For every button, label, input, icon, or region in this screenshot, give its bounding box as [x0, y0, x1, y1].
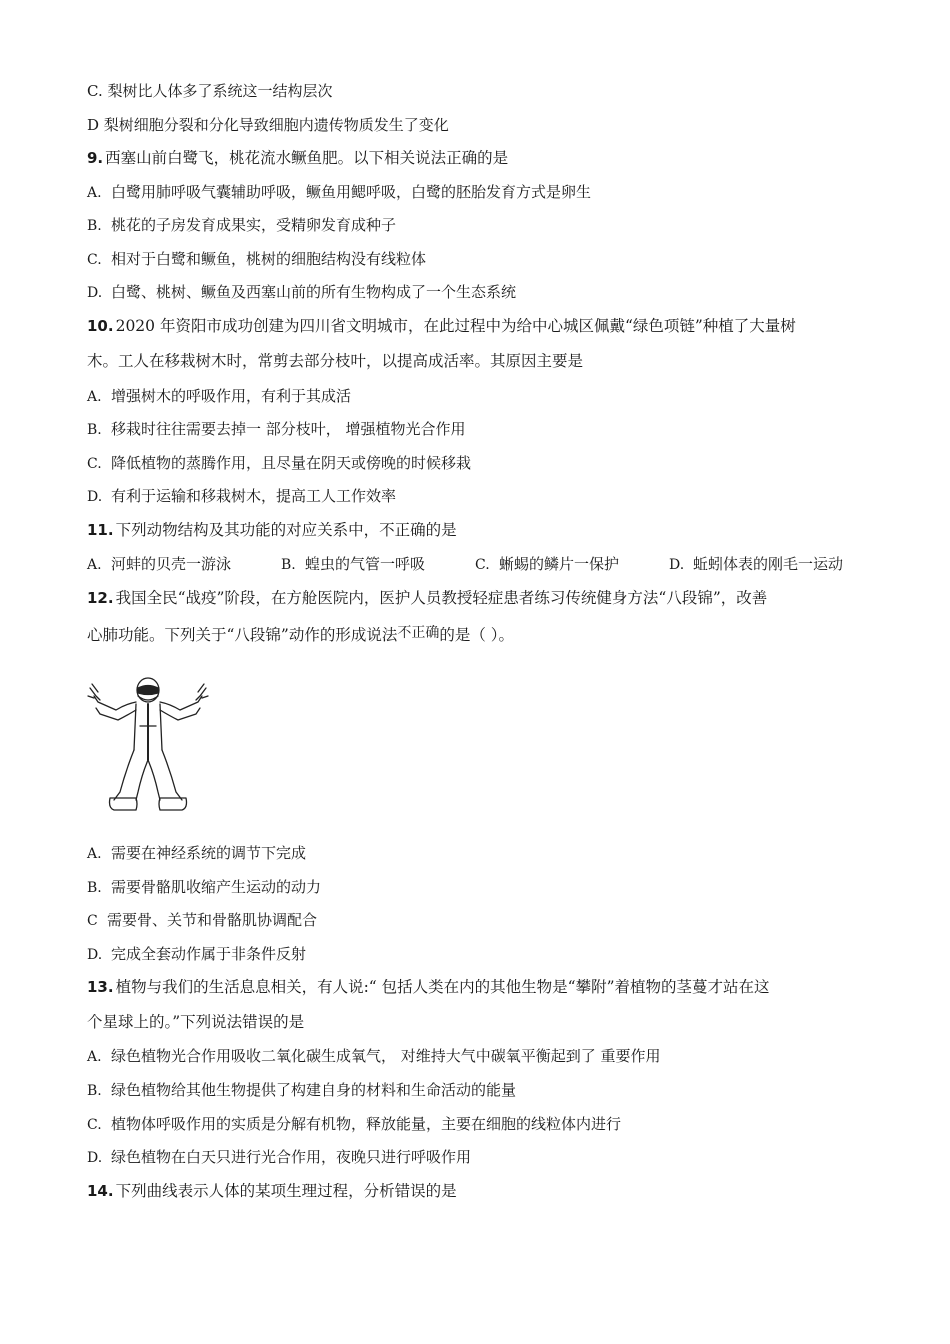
option-text: 需要在神经系统的调节下完成	[111, 844, 307, 862]
option-key: D.	[669, 557, 685, 573]
question-12-stem	[87, 588, 767, 608]
q9-option-c	[87, 249, 426, 270]
question-text: 西塞山前白鹭飞，桃花流水鳜鱼肥。以下相关说法正确的是	[105, 149, 509, 167]
option-text: 有利于运输和移栽树木，提高工人工作效率	[111, 487, 397, 505]
q13-option-a	[87, 1046, 661, 1067]
option-key: B.	[87, 1083, 102, 1099]
question-14-stem	[87, 1181, 457, 1201]
option-text: 蜥蜴的鳞片一保护	[499, 555, 620, 573]
option-key: B.	[87, 218, 102, 234]
option-text: 需要骨、关节和骨骼肌协调配合	[107, 911, 318, 929]
baduanjin-figure	[86, 674, 212, 814]
option-key: A.	[87, 185, 102, 201]
option-key: C.	[475, 557, 490, 573]
option-text: 白鹭用肺呼吸气囊辅助呼吸，鳜鱼用鳃呼吸，白鹭的胚胎发育方式是卵生	[111, 183, 592, 201]
question-11-stem	[87, 520, 457, 540]
option-key: C.	[87, 456, 102, 472]
option-key: A.	[87, 557, 102, 573]
option-key: A.	[87, 1049, 102, 1065]
option-line: C. 梨树比人体多了系统这一结构层次	[87, 82, 333, 100]
q10-option-c	[87, 453, 471, 474]
option-key: A.	[87, 389, 102, 405]
option-key: C.	[87, 1117, 102, 1133]
q12-option-b	[87, 877, 321, 898]
option-text: 相对于白鹭和鳜鱼，桃树的细胞结构没有线粒体	[111, 250, 427, 268]
option-key: D.	[87, 1150, 103, 1166]
question-12-stem-cont	[87, 625, 514, 646]
option-text: 桃花的子房发育成果实，受精卵发育成种子	[111, 216, 397, 234]
q11-option-b	[281, 554, 425, 575]
question-text: 我国全民“战疫”阶段，在方舱医院内，医护人员教授轻症患者练习传统健身方法“八段锦”，改善	[115, 589, 768, 607]
q10-option-a	[87, 386, 351, 407]
question-text: 的是（ ）。	[439, 626, 515, 644]
option-text: 白鹭、桃树、鳜鱼及西塞山前的所有生物构成了一个生态系统	[111, 283, 517, 301]
question-number: 9.	[87, 149, 104, 167]
question-10-stem	[87, 316, 796, 336]
q13-option-c	[87, 1114, 621, 1135]
question-13-stem-cont: 个星球上的。”下列说法错误的是	[87, 1013, 305, 1031]
q9-option-a	[87, 182, 591, 203]
question-text: 心肺功能。下列关于“八段锦”动作的形成说法	[87, 626, 398, 644]
option-key: B.	[281, 557, 296, 573]
option-text: 蝗虫的气管一呼吸	[305, 555, 426, 573]
question-number: 11.	[87, 521, 114, 539]
option-key: D.	[87, 947, 103, 963]
q12-option-d	[87, 944, 306, 965]
q9-option-b	[87, 215, 396, 236]
option-text: 绿色植物在白天只进行光合作用，夜晚只进行呼吸作用	[111, 1148, 472, 1166]
option-key: D.	[87, 285, 103, 301]
q9-option-d	[87, 282, 516, 303]
question-text: 植物与我们的生活息息相关，有人说:“ 包括人类在内的其他生物是“攀附”着植物的茎蔓才站在这	[115, 978, 770, 996]
option-key: B.	[87, 422, 102, 438]
q10-option-b	[87, 419, 466, 440]
question-text: 2020 年资阳市成功创建为四川省文明城市，在此过程中为给中心城区佩戴“绿色项链”种植了大量树	[115, 317, 796, 335]
option-text: 绿色植物给其他生物提供了构建自身的材料和生命活动的能量	[111, 1081, 517, 1099]
q13-option-b	[87, 1080, 516, 1101]
question-13-stem	[87, 977, 770, 997]
option-text: 需要骨骼肌收缩产生运动的动力	[111, 878, 322, 896]
q11-option-d	[669, 554, 843, 575]
option-line: D 梨树细胞分裂和分化导致细胞内遗传物质发生了变化	[87, 116, 449, 134]
q12-option-c	[87, 910, 317, 931]
option-text: 植物体呼吸作用的实质是分解有机物，释放能量，主要在细胞的线粒体内进行	[111, 1115, 622, 1133]
question-9-stem	[87, 148, 508, 168]
option-text: 完成全套动作属于非条件反射	[111, 945, 307, 963]
option-key: D.	[87, 489, 103, 505]
q11-option-c	[475, 554, 619, 575]
option-text: 移栽时往往需要去掉一 部分枝叶， 增强植物光合作用	[111, 420, 466, 438]
option-text: 蚯蚓体表的刚毛一运动	[693, 555, 844, 573]
option-text: 降低植物的蒸腾作用，且尽量在阴天或傍晚的时候移栽	[111, 454, 472, 472]
option-text: 河蚌的贝壳一游泳	[111, 555, 232, 573]
question-10-stem-cont: 木。工人在移栽树木时，常剪去部分枝叶，以提高成活率。其原因主要是	[87, 352, 584, 370]
option-key: C	[87, 913, 98, 929]
question-number: 12.	[87, 589, 114, 607]
question-number: 10.	[87, 317, 114, 335]
emphasis-text: 不正确	[397, 625, 440, 641]
q13-option-d	[87, 1147, 471, 1168]
q12-option-a	[87, 843, 306, 864]
option-key: B.	[87, 880, 102, 896]
question-text: 下列动物结构及其功能的对应关系中，不正确的是	[115, 521, 457, 539]
q10-option-d	[87, 486, 396, 507]
question-text: 下列曲线表示人体的某项生理过程，分析错误的是	[115, 1182, 457, 1200]
question-number: 14.	[87, 1182, 114, 1200]
option-text: 绿色植物光合作用吸收二氧化碳生成氧气， 对维持大气中碳氧平衡起到了 重要作用	[111, 1047, 661, 1065]
option-key: C.	[87, 252, 102, 268]
option-text: 增强树木的呼吸作用，有利于其成活	[111, 387, 352, 405]
q11-option-a	[87, 554, 231, 575]
option-key: A.	[87, 846, 102, 862]
question-number: 13.	[87, 978, 114, 996]
